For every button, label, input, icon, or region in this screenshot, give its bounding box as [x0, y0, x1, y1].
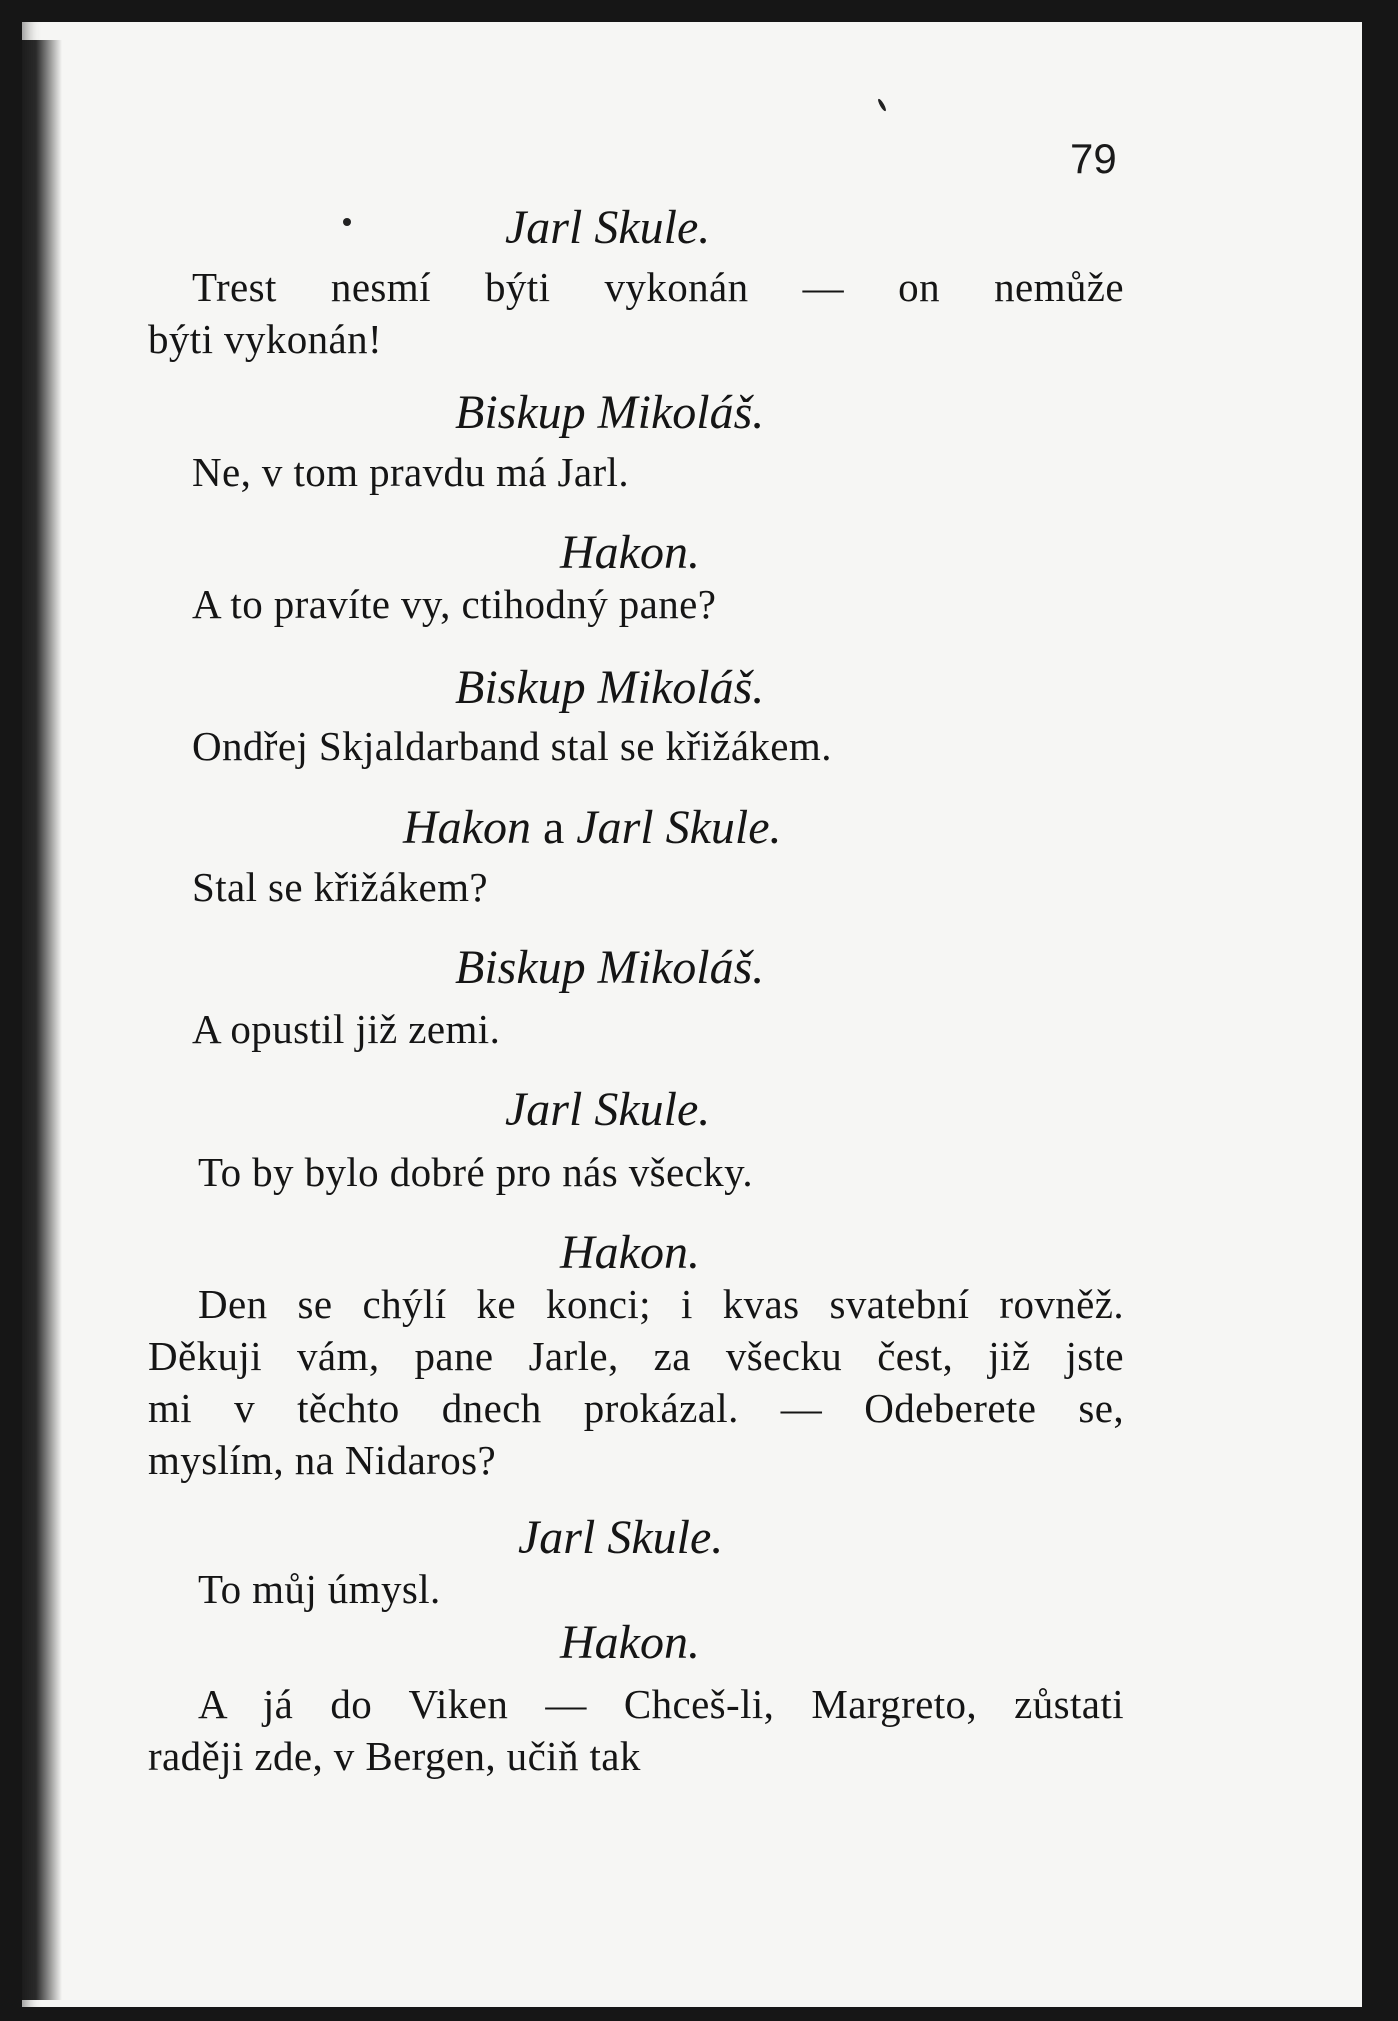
dialogue-line: Děkuji vám, pane Jarle, za všecku čest, již jste	[148, 1333, 1124, 1379]
dialogue-line: raději zde, v Bergen, učiň tak	[148, 1733, 641, 1779]
dialogue-line: A to pravíte vy, ctihodný pane?	[192, 581, 717, 627]
speaker-name: Hakon.	[560, 1616, 700, 1669]
speaker-name: Hakon.	[560, 1226, 700, 1279]
speaker-name	[403, 800, 782, 855]
dialogue-line: býti vykonán!	[148, 316, 383, 362]
ink-speck	[343, 218, 351, 226]
dialogue-line: Trest nesmí býti vykonán — on nemůže	[192, 264, 1124, 310]
speaker-name: Hakon.	[560, 526, 700, 579]
dialogue-line: Ne, v tom pravdu má Jarl.	[192, 449, 629, 495]
dialogue-line: A opustil již zemi.	[192, 1006, 501, 1052]
speaker-name: Biskup Mikoláš.	[455, 386, 765, 439]
speaker-name: Jarl Skule.	[505, 201, 711, 254]
speaker-name: Jarl Skule.	[518, 1511, 724, 1564]
page-number: 79	[1070, 135, 1117, 182]
binding-shadow	[22, 40, 62, 2000]
dialogue-line: Den se chýlí ke konci; i kvas svatební rovněž.	[198, 1281, 1124, 1327]
speaker-name-b: Jarl Skule.	[576, 801, 782, 854]
speaker-name-a: Hakon	[403, 801, 531, 854]
dialogue-line: Ondřej Skjaldarband stal se křižákem.	[192, 723, 832, 769]
speaker-conjunction: a	[542, 801, 565, 854]
dialogue-line: Stal se křižákem?	[192, 864, 488, 910]
speaker-name: Biskup Mikoláš.	[455, 941, 765, 994]
speaker-name: Biskup Mikoláš.	[455, 661, 765, 714]
dialogue-line: To by bylo dobré pro nás všecky.	[198, 1149, 753, 1195]
dialogue-line: mi v těchto dnech prokázal. — Odeberete se,	[148, 1385, 1124, 1431]
speaker-name: Jarl Skule.	[505, 1083, 711, 1136]
dialogue-line: A já do Viken — Chceš-li, Margreto, zůstati	[198, 1681, 1124, 1727]
dialogue-line: myslím, na Nidaros?	[148, 1437, 497, 1483]
dialogue-line: To můj úmysl.	[198, 1566, 441, 1612]
